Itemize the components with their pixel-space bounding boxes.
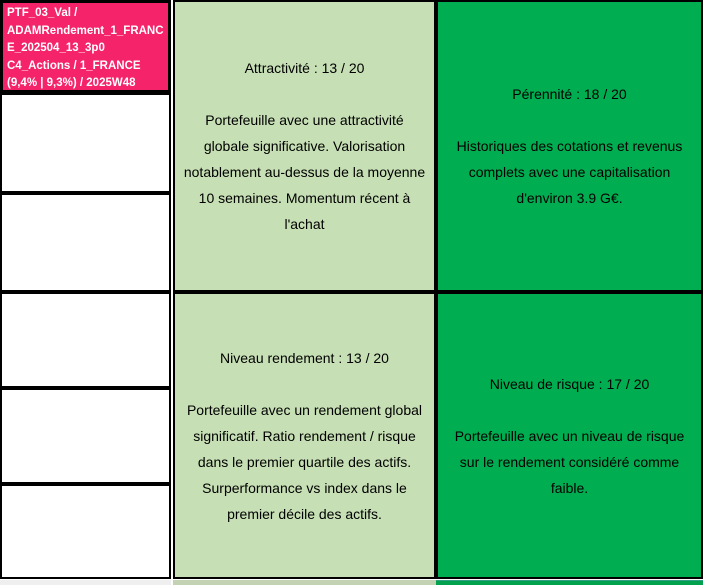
perennite-body: Historiques des cotations et revenus complets avec une capitalisation d'environ 3.9 G€. (456, 138, 683, 206)
attractivite-cell[interactable] (173, 0, 436, 292)
empty-cell-3[interactable] (0, 292, 171, 388)
attractivite-title: Attractivité : 13 / 20 (244, 60, 365, 76)
next-row-strip-right (436, 580, 703, 585)
portfolio-header-label: PTF_03_Val / ADAMRendement_1_FRANCE_202504_13_3p0 C4_Actions / 1_FRANCE (9,4% | 9,3%) / 2025W48 (7, 7, 164, 89)
rendement-title: Niveau rendement : 13 / 20 (220, 349, 389, 366)
risque-body: Portefeuille avec un niveau de risque sur le rendement considéré comme faible. (454, 427, 685, 496)
next-row-strip-middle (173, 580, 436, 585)
next-row-strip-left (0, 580, 171, 585)
empty-cell-2[interactable] (0, 193, 171, 292)
empty-cell-1[interactable] (0, 93, 171, 193)
rendement-cell[interactable] (173, 292, 436, 579)
empty-cell-4[interactable] (0, 388, 171, 484)
portfolio-header-cell[interactable] (0, 0, 171, 93)
attractivite-body: Portefeuille avec une attractivité globale significative. Valorisation notablement au-dessus de la moyenne 10 semaines. Momentum récent à l'achat (183, 112, 426, 232)
rendement-body: Portefeuille avec un rendement global significatif. Ratio rendement / risque dans le premier quartile des actifs. Surperformance vs index dans le premier décile des actifs. (186, 401, 423, 522)
empty-cell-5[interactable] (0, 484, 171, 579)
risque-title: Niveau de risque : 17 / 20 (489, 375, 650, 392)
perennite-title: Pérennité : 18 / 20 (512, 86, 627, 102)
risque-cell[interactable] (436, 292, 703, 579)
perennite-cell[interactable] (436, 0, 703, 292)
